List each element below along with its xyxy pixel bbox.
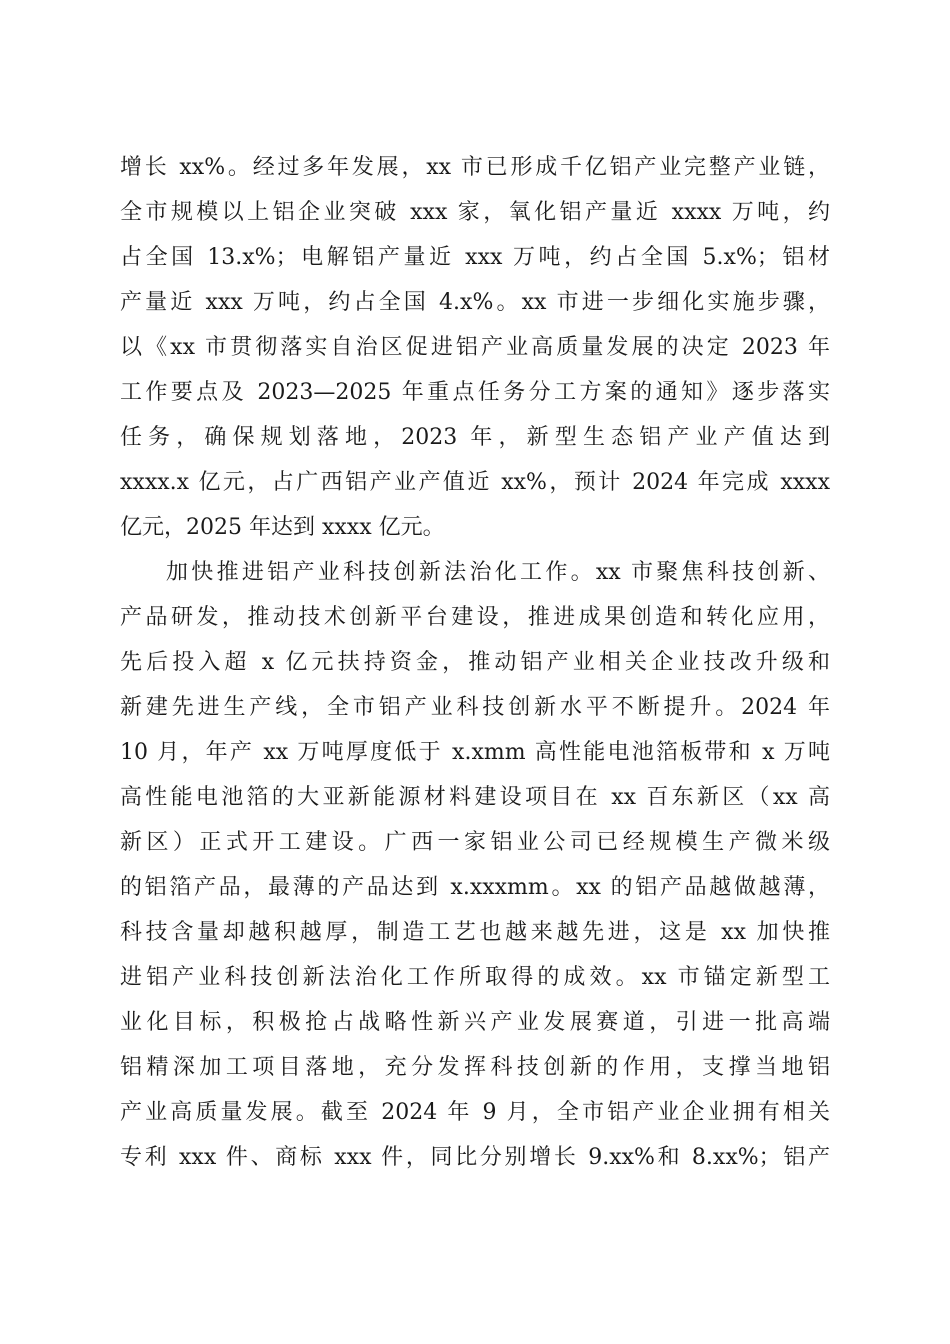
paragraph-2-line-5: 10 月，年产 xx 万吨厚度低于 x.xmm 高性能电池箔板带和 x 万吨 <box>120 740 830 765</box>
paragraph-2-line-2: 产品研发，推动技术创新平台建设，推进成果创造和转化应用， <box>120 605 830 630</box>
paragraph-1-line-3: 占全国 13.x%；电解铝产量近 xxx 万吨，约占全国 5.x%；铝材 <box>120 245 830 270</box>
paragraph-1-line-8: xxxx.x 亿元，占广西铝产业产值近 xx%，预计 2024 年完成 xxxx <box>120 470 830 495</box>
paragraph-2-line-10: 进铝产业科技创新法治化工作所取得的成效。xx 市锚定新型工 <box>120 965 830 990</box>
paragraph-2-line-3: 先后投入超 x 亿元扶持资金，推动铝产业相关企业技改升级和 <box>120 650 830 675</box>
paragraph-2-line-7: 新区）正式开工建设。广西一家铝业公司已经规模生产微米级 <box>120 830 830 855</box>
paragraph-1-line-9: 亿元，2025 年达到 xxxx 亿元。 <box>120 515 445 540</box>
paragraph-1-line-2: 全市规模以上铝企业突破 xxx 家，氧化铝产量近 xxxx 万吨，约 <box>120 200 830 225</box>
paragraph-2-line-6: 高性能电池箔的大亚新能源材料建设项目在 xx 百东新区（xx 高 <box>120 785 830 810</box>
paragraph-1-line-6: 工作要点及 2023—2025 年重点任务分工方案的通知》逐步落实 <box>120 380 830 405</box>
paragraph-2-line-13: 产业高质量发展。截至 2024 年 9 月，全市铝产业企业拥有相关 <box>120 1100 830 1125</box>
paragraph-1-line-1: 增长 xx%。经过多年发展，xx 市已形成千亿铝产业完整产业链， <box>120 155 830 180</box>
paragraph-2-line-1: 加快推进铝产业科技创新法治化工作。xx 市聚焦科技创新、 <box>166 560 830 585</box>
paragraph-2-line-4: 新建先进生产线，全市铝产业科技创新水平不断提升。2024 年 <box>120 695 830 720</box>
paragraph-1-line-5: 以《xx 市贯彻落实自治区促进铝产业高质量发展的决定 2023 年 <box>120 335 830 360</box>
paragraph-1-line-7: 任务，确保规划落地，2023 年，新型生态铝产业产值达到 <box>120 425 830 450</box>
paragraph-2-line-12: 铝精深加工项目落地，充分发挥科技创新的作用，支撑当地铝 <box>120 1055 830 1080</box>
paragraph-2-line-8: 的铝箔产品，最薄的产品达到 x.xxxmm。xx 的铝产品越做越薄， <box>120 875 830 900</box>
paragraph-2-line-11: 业化目标，积极抢占战略性新兴产业发展赛道，引进一批高端 <box>120 1010 830 1035</box>
paragraph-2-line-14: 专利 xxx 件、商标 xxx 件，同比分别增长 9.xx%和 8.xx%；铝产 <box>120 1145 830 1170</box>
paragraph-2-line-9: 科技含量却越积越厚，制造工艺也越来越先进，这是 xx 加快推 <box>120 920 830 945</box>
paragraph-1-line-4: 产量近 xxx 万吨，约占全国 4.x%。xx 市进一步细化实施步骤， <box>120 290 830 315</box>
